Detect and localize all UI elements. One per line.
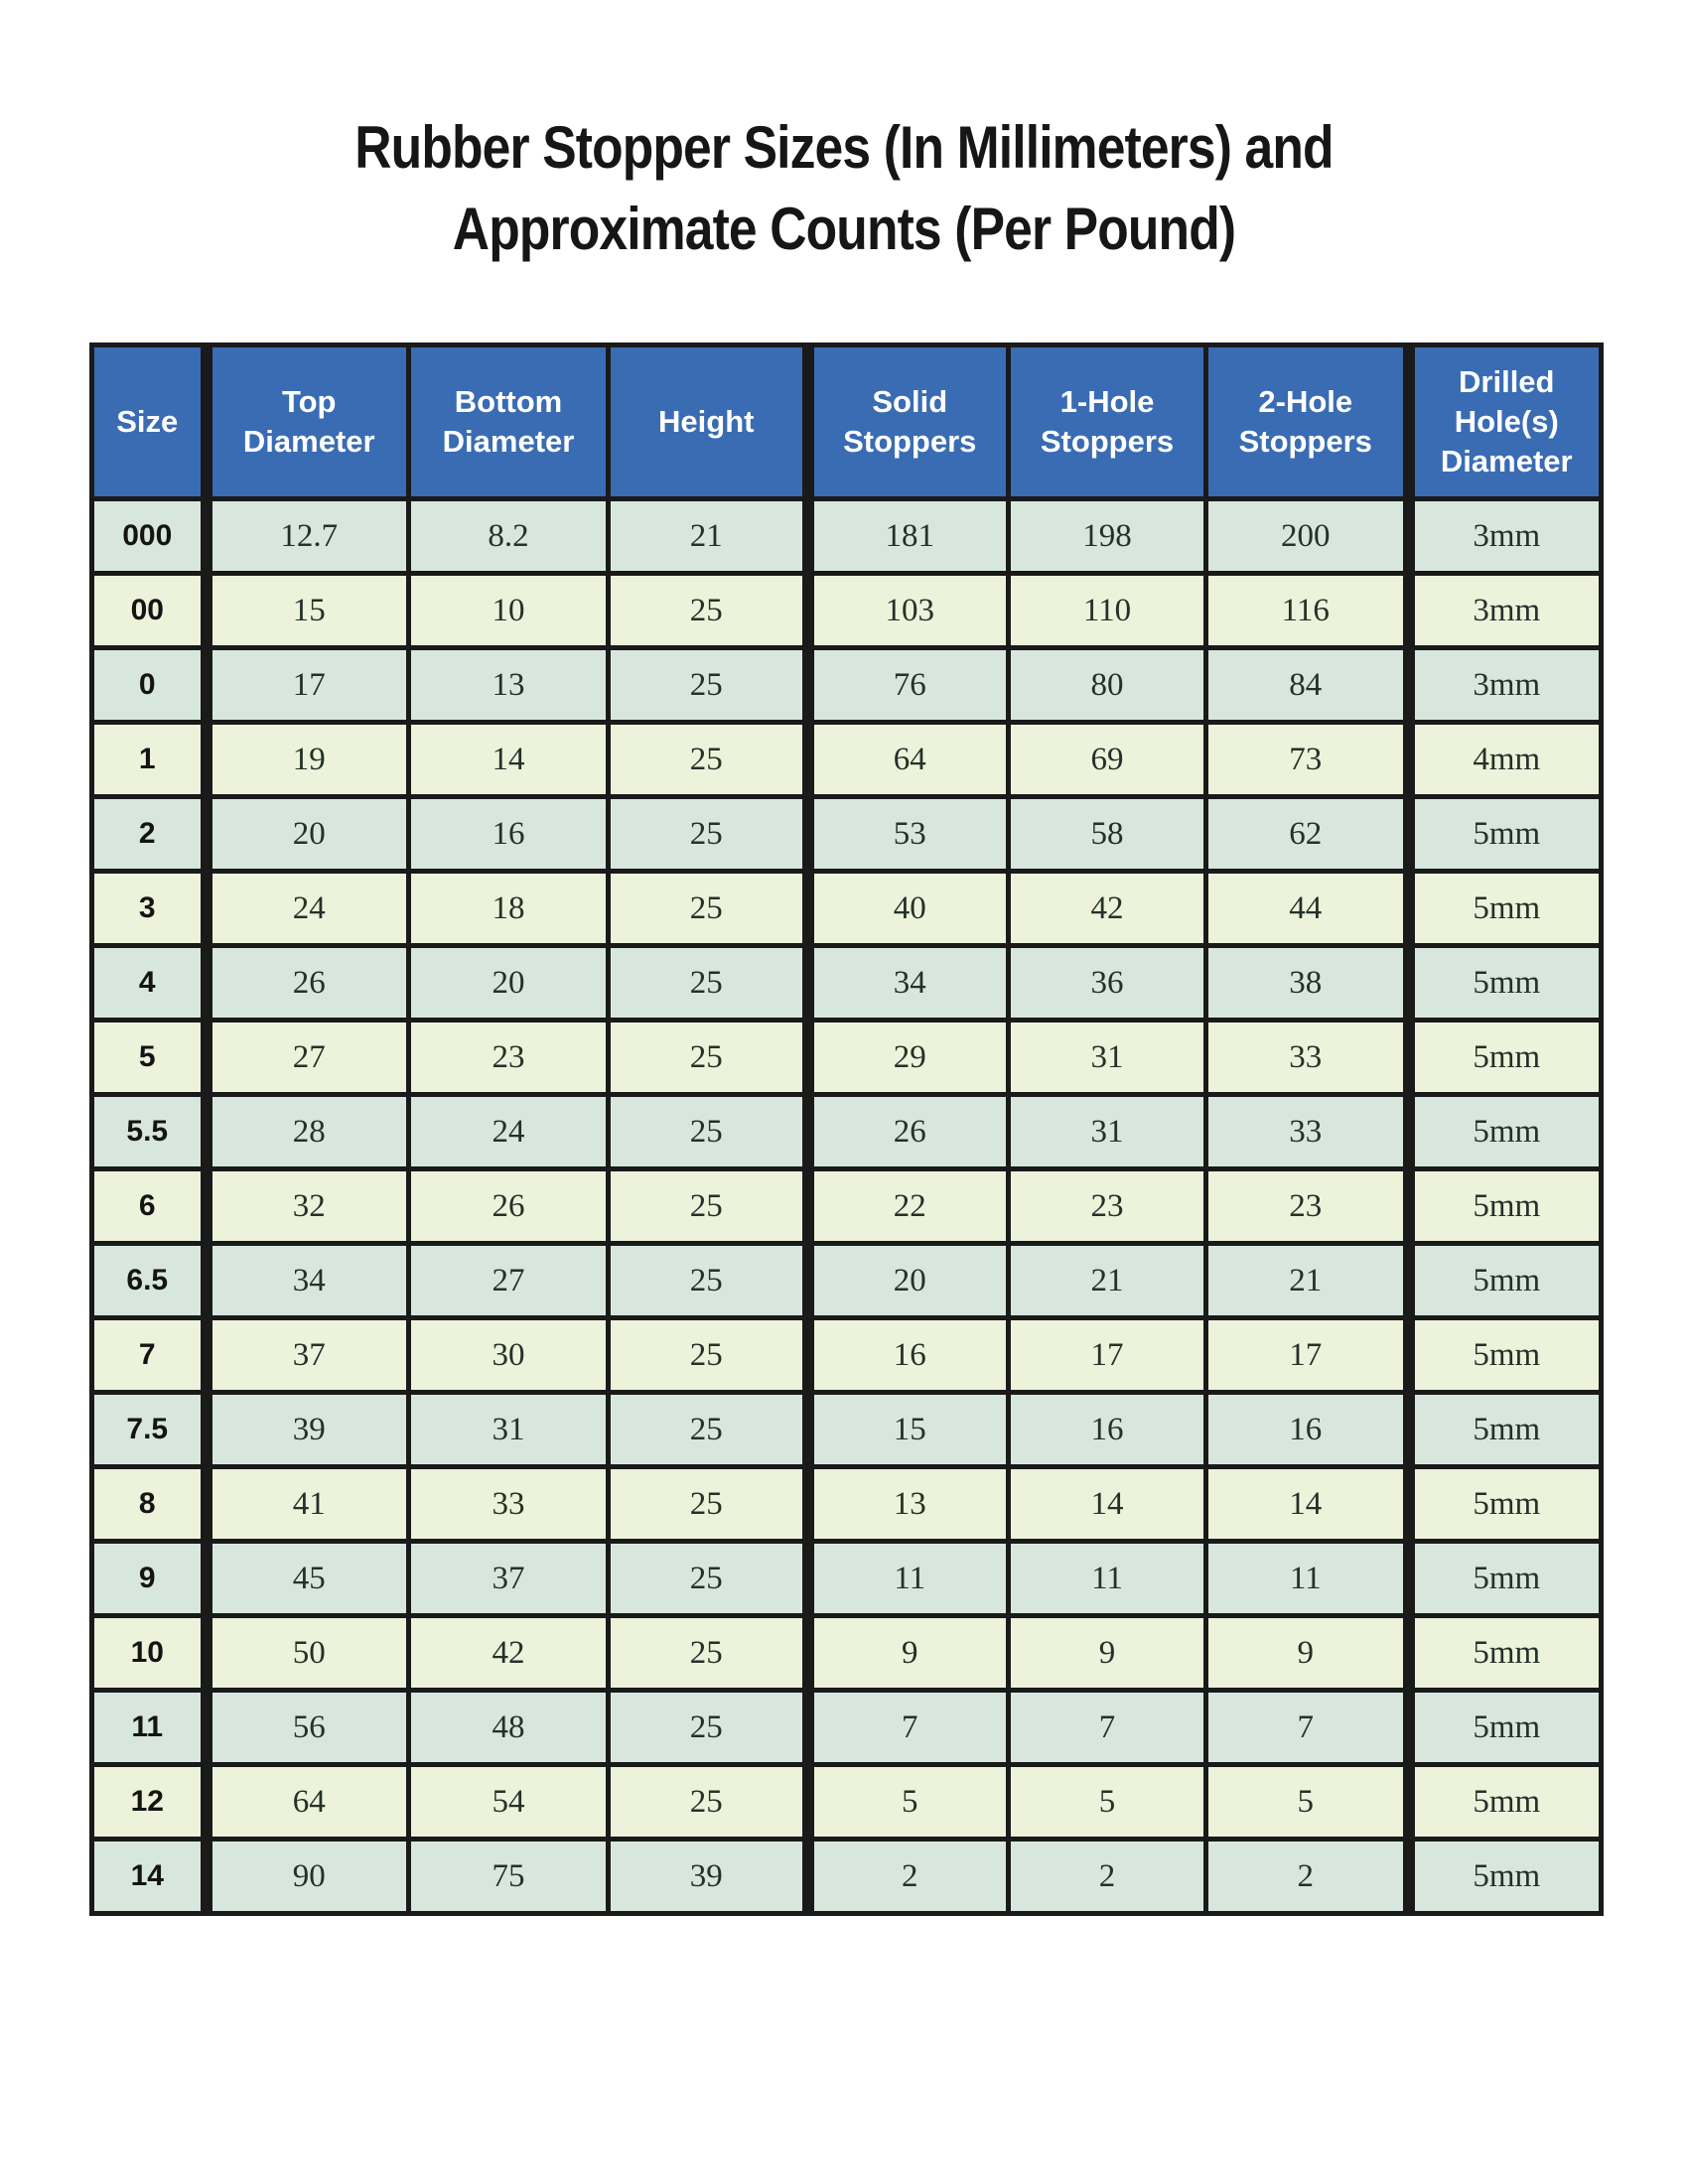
size-cell: 5.5: [92, 1095, 207, 1169]
data-cell: 34: [207, 1244, 409, 1318]
data-cell: 41: [207, 1467, 409, 1542]
data-cell: 20: [207, 797, 409, 872]
data-cell: 20: [808, 1244, 1009, 1318]
data-cell: 25: [609, 1765, 808, 1840]
column-header-solid-stoppers: Solid Stoppers: [808, 345, 1009, 499]
data-cell: 25: [609, 574, 808, 648]
data-cell: 75: [409, 1840, 609, 1914]
data-cell: 198: [1009, 499, 1206, 574]
data-cell: 5mm: [1409, 1169, 1602, 1244]
data-cell: 25: [609, 797, 808, 872]
data-cell: 3mm: [1409, 648, 1602, 723]
data-cell: 24: [207, 872, 409, 946]
data-cell: 25: [609, 1616, 808, 1691]
table-row: [92, 1616, 1602, 1691]
data-cell: 5: [1206, 1765, 1409, 1840]
size-cell: 1: [92, 723, 207, 797]
data-cell: 33: [409, 1467, 609, 1542]
data-cell: 8.2: [409, 499, 609, 574]
data-cell: 16: [808, 1318, 1009, 1393]
data-cell: 33: [1206, 1021, 1409, 1095]
data-cell: 5mm: [1409, 872, 1602, 946]
data-cell: 84: [1206, 648, 1409, 723]
data-cell: 15: [207, 574, 409, 648]
data-cell: 73: [1206, 723, 1409, 797]
data-cell: 2: [1206, 1840, 1409, 1914]
size-cell: 7.5: [92, 1393, 207, 1467]
data-cell: 14: [1009, 1467, 1206, 1542]
data-cell: 5mm: [1409, 1765, 1602, 1840]
data-cell: 23: [409, 1021, 609, 1095]
table-row: [92, 1244, 1602, 1318]
table-row: [92, 872, 1602, 946]
table-row: [92, 1095, 1602, 1169]
data-cell: 40: [808, 872, 1009, 946]
table-row: [92, 1393, 1602, 1467]
data-cell: 5mm: [1409, 1616, 1602, 1691]
data-cell: 31: [409, 1393, 609, 1467]
stopper-size-table: [89, 342, 1604, 1916]
column-header-1-hole-stoppers: 1-Hole Stoppers: [1009, 345, 1206, 499]
data-cell: 9: [1009, 1616, 1206, 1691]
table-row: [92, 499, 1602, 574]
data-cell: 29: [808, 1021, 1009, 1095]
data-cell: 14: [1206, 1467, 1409, 1542]
data-cell: 25: [609, 872, 808, 946]
data-cell: 53: [808, 797, 1009, 872]
data-cell: 90: [207, 1840, 409, 1914]
data-cell: 28: [207, 1095, 409, 1169]
size-cell: 4: [92, 946, 207, 1021]
table-row: [92, 797, 1602, 872]
size-cell: 11: [92, 1691, 207, 1765]
data-cell: 5: [1009, 1765, 1206, 1840]
data-cell: 37: [409, 1542, 609, 1616]
column-header-height: Height: [609, 345, 808, 499]
data-cell: 17: [1206, 1318, 1409, 1393]
data-cell: 15: [808, 1393, 1009, 1467]
data-cell: 31: [1009, 1021, 1206, 1095]
table-row: [92, 723, 1602, 797]
data-cell: 17: [207, 648, 409, 723]
column-header-2-hole-stoppers: 2-Hole Stoppers: [1206, 345, 1409, 499]
data-cell: 56: [207, 1691, 409, 1765]
data-cell: 11: [808, 1542, 1009, 1616]
data-cell: 23: [1009, 1169, 1206, 1244]
data-cell: 2: [1009, 1840, 1206, 1914]
data-cell: 3mm: [1409, 499, 1602, 574]
data-cell: 27: [409, 1244, 609, 1318]
size-cell: 00: [92, 574, 207, 648]
data-cell: 5mm: [1409, 1318, 1602, 1393]
data-cell: 39: [207, 1393, 409, 1467]
data-cell: 25: [609, 648, 808, 723]
data-cell: 16: [1206, 1393, 1409, 1467]
column-header-drilled-holes-diameter: Drilled Hole(s) Diameter: [1409, 345, 1602, 499]
data-cell: 7: [1206, 1691, 1409, 1765]
data-cell: 42: [1009, 872, 1206, 946]
data-cell: 11: [1206, 1542, 1409, 1616]
data-cell: 26: [808, 1095, 1009, 1169]
data-cell: 16: [1009, 1393, 1206, 1467]
data-cell: 10: [409, 574, 609, 648]
data-cell: 32: [207, 1169, 409, 1244]
data-cell: 5mm: [1409, 1691, 1602, 1765]
data-cell: 76: [808, 648, 1009, 723]
data-cell: 25: [609, 1467, 808, 1542]
table-row: [92, 1765, 1602, 1840]
table-row: [92, 1318, 1602, 1393]
data-cell: 110: [1009, 574, 1206, 648]
column-header-bottom-diameter: Bottom Diameter: [409, 345, 609, 499]
data-cell: 34: [808, 946, 1009, 1021]
data-cell: 9: [808, 1616, 1009, 1691]
size-cell: 2: [92, 797, 207, 872]
stopper-table-body: [92, 499, 1602, 1914]
data-cell: 48: [409, 1691, 609, 1765]
table-row: [92, 946, 1602, 1021]
data-cell: 103: [808, 574, 1009, 648]
size-cell: 6.5: [92, 1244, 207, 1318]
data-cell: 14: [409, 723, 609, 797]
data-cell: 24: [409, 1095, 609, 1169]
table-row: [92, 1169, 1602, 1244]
data-cell: 36: [1009, 946, 1206, 1021]
data-cell: 9: [1206, 1616, 1409, 1691]
size-cell: 6: [92, 1169, 207, 1244]
header-row: [92, 345, 1602, 499]
column-header-top-diameter: Top Diameter: [207, 345, 409, 499]
data-cell: 21: [1009, 1244, 1206, 1318]
data-cell: 17: [1009, 1318, 1206, 1393]
data-cell: 5mm: [1409, 1467, 1602, 1542]
data-cell: 12.7: [207, 499, 409, 574]
data-cell: 25: [609, 1542, 808, 1616]
data-cell: 5mm: [1409, 1021, 1602, 1095]
data-cell: 25: [609, 1169, 808, 1244]
data-cell: 80: [1009, 648, 1206, 723]
data-cell: 25: [609, 1244, 808, 1318]
data-cell: 5: [808, 1765, 1009, 1840]
page-title-line-2: Approximate Counts (Per Pound): [452, 196, 1236, 262]
data-cell: 5mm: [1409, 1840, 1602, 1914]
data-cell: 25: [609, 1095, 808, 1169]
column-header-size: Size: [92, 345, 207, 499]
data-cell: 3mm: [1409, 574, 1602, 648]
data-cell: 50: [207, 1616, 409, 1691]
size-cell: 8: [92, 1467, 207, 1542]
size-cell: 12: [92, 1765, 207, 1840]
page-title: [118, 107, 1570, 270]
size-cell: 0: [92, 648, 207, 723]
data-cell: 2: [808, 1840, 1009, 1914]
table-row: [92, 1021, 1602, 1095]
data-cell: 26: [207, 946, 409, 1021]
data-cell: 31: [1009, 1095, 1206, 1169]
table-row: [92, 1840, 1602, 1914]
data-cell: 54: [409, 1765, 609, 1840]
data-cell: 64: [808, 723, 1009, 797]
page-title-line-1: Rubber Stopper Sizes (In Millimeters) and: [354, 114, 1334, 181]
data-cell: 7: [1009, 1691, 1206, 1765]
data-cell: 21: [609, 499, 808, 574]
data-cell: 5mm: [1409, 946, 1602, 1021]
table-row: [92, 574, 1602, 648]
data-cell: 21: [1206, 1244, 1409, 1318]
table-row: [92, 648, 1602, 723]
data-cell: 25: [609, 1318, 808, 1393]
table-row: [92, 1691, 1602, 1765]
stopper-table-container: [89, 342, 1604, 1916]
data-cell: 5mm: [1409, 1542, 1602, 1616]
data-cell: 37: [207, 1318, 409, 1393]
data-cell: 25: [609, 1691, 808, 1765]
data-cell: 11: [1009, 1542, 1206, 1616]
data-cell: 20: [409, 946, 609, 1021]
data-cell: 7: [808, 1691, 1009, 1765]
size-cell: 10: [92, 1616, 207, 1691]
data-cell: 27: [207, 1021, 409, 1095]
data-cell: 69: [1009, 723, 1206, 797]
data-cell: 58: [1009, 797, 1206, 872]
data-cell: 25: [609, 946, 808, 1021]
data-cell: 33: [1206, 1095, 1409, 1169]
data-cell: 181: [808, 499, 1009, 574]
data-cell: 39: [609, 1840, 808, 1914]
data-cell: 16: [409, 797, 609, 872]
data-cell: 30: [409, 1318, 609, 1393]
data-cell: 5mm: [1409, 797, 1602, 872]
data-cell: 62: [1206, 797, 1409, 872]
size-cell: 5: [92, 1021, 207, 1095]
data-cell: 22: [808, 1169, 1009, 1244]
table-row: [92, 1542, 1602, 1616]
size-cell: 9: [92, 1542, 207, 1616]
data-cell: 5mm: [1409, 1393, 1602, 1467]
table-row: [92, 1467, 1602, 1542]
data-cell: 25: [609, 1021, 808, 1095]
data-cell: 13: [409, 648, 609, 723]
data-cell: 45: [207, 1542, 409, 1616]
data-cell: 42: [409, 1616, 609, 1691]
size-cell: 7: [92, 1318, 207, 1393]
data-cell: 23: [1206, 1169, 1409, 1244]
data-cell: 4mm: [1409, 723, 1602, 797]
data-cell: 5mm: [1409, 1244, 1602, 1318]
data-cell: 200: [1206, 499, 1409, 574]
data-cell: 44: [1206, 872, 1409, 946]
size-cell: 14: [92, 1840, 207, 1914]
data-cell: 13: [808, 1467, 1009, 1542]
data-cell: 25: [609, 723, 808, 797]
size-cell: 3: [92, 872, 207, 946]
data-cell: 38: [1206, 946, 1409, 1021]
data-cell: 5mm: [1409, 1095, 1602, 1169]
data-cell: 116: [1206, 574, 1409, 648]
data-cell: 25: [609, 1393, 808, 1467]
data-cell: 18: [409, 872, 609, 946]
data-cell: 26: [409, 1169, 609, 1244]
data-cell: 19: [207, 723, 409, 797]
size-cell: 000: [92, 499, 207, 574]
data-cell: 64: [207, 1765, 409, 1840]
